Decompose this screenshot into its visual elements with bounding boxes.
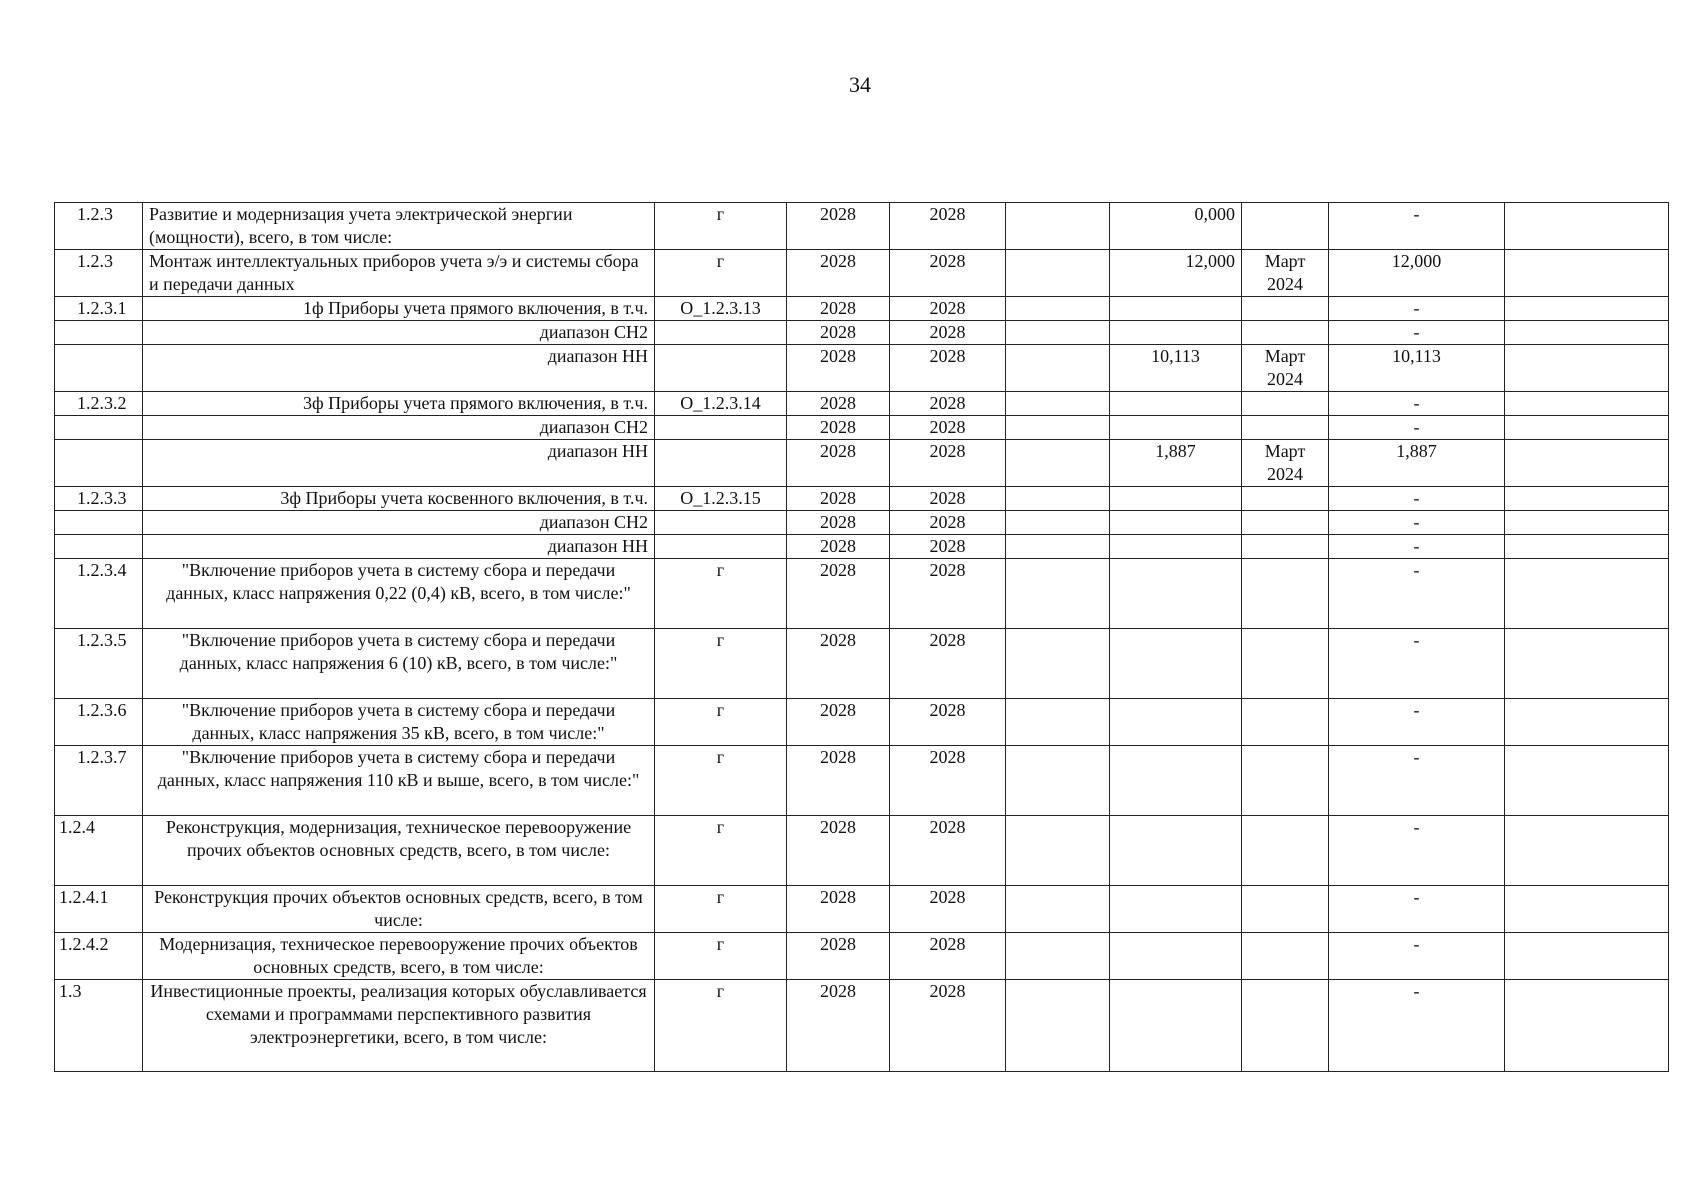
table-row — [55, 559, 1669, 629]
row-total: - — [1329, 699, 1505, 746]
row-name: Монтаж интеллектуальных приборов учета э/э и системы сбора и передачи данных — [143, 250, 655, 297]
table-row — [55, 535, 1669, 559]
row-last-cell — [1505, 345, 1669, 392]
table-row — [55, 699, 1669, 746]
row-empty-cell — [1006, 392, 1110, 416]
row-year-end: 2028 — [890, 203, 1006, 250]
table-row — [55, 746, 1669, 816]
row-name: Инвестиционные проекты, реализация которых обуславливается схемами и программами перспективного развития электроэнергетики, всего, в том числе: — [143, 980, 655, 1072]
row-number — [55, 535, 143, 559]
row-name: 3ф Приборы учета прямого включения, в т.ч. — [143, 392, 655, 416]
row-year-end: 2028 — [890, 416, 1006, 440]
row-year-end: 2028 — [890, 933, 1006, 980]
row-last-cell — [1505, 816, 1669, 886]
row-last-cell — [1505, 203, 1669, 250]
row-year-start: 2028 — [787, 345, 890, 392]
row-value: 1,887 — [1110, 440, 1242, 487]
row-number: 1.2.3.2 — [55, 392, 143, 416]
row-year-start: 2028 — [787, 203, 890, 250]
row-empty-cell — [1006, 203, 1110, 250]
row-year-end: 2028 — [890, 511, 1006, 535]
row-name: диапазон СН2 — [143, 321, 655, 345]
table-row — [55, 203, 1669, 250]
row-year-start: 2028 — [787, 297, 890, 321]
row-year-end: 2028 — [890, 559, 1006, 629]
row-value — [1110, 297, 1242, 321]
row-last-cell — [1505, 321, 1669, 345]
row-total: - — [1329, 535, 1505, 559]
row-year-end: 2028 — [890, 321, 1006, 345]
row-last-cell — [1505, 416, 1669, 440]
row-value — [1110, 816, 1242, 886]
row-year-start: 2028 — [787, 629, 890, 699]
row-year-start: 2028 — [787, 487, 890, 511]
row-code: г — [655, 559, 787, 629]
row-name: Реконструкция прочих объектов основных средств, всего, в том числе: — [143, 886, 655, 933]
row-value — [1110, 535, 1242, 559]
row-last-cell — [1505, 699, 1669, 746]
row-year-end: 2028 — [890, 297, 1006, 321]
row-empty-cell — [1006, 886, 1110, 933]
row-empty-cell — [1006, 297, 1110, 321]
row-empty-cell — [1006, 511, 1110, 535]
row-date: Март 2024 — [1242, 345, 1329, 392]
row-total: 12,000 — [1329, 250, 1505, 297]
row-code: г — [655, 629, 787, 699]
row-code: г — [655, 933, 787, 980]
row-year-end: 2028 — [890, 816, 1006, 886]
row-year-end: 2028 — [890, 440, 1006, 487]
row-total: - — [1329, 629, 1505, 699]
row-total: - — [1329, 816, 1505, 886]
row-total: - — [1329, 392, 1505, 416]
row-name: диапазон НН — [143, 345, 655, 392]
row-year-end: 2028 — [890, 886, 1006, 933]
row-date — [1242, 487, 1329, 511]
row-code — [655, 535, 787, 559]
row-name: диапазон СН2 — [143, 416, 655, 440]
row-total: - — [1329, 416, 1505, 440]
table-row — [55, 816, 1669, 886]
row-year-start: 2028 — [787, 392, 890, 416]
row-year-end: 2028 — [890, 746, 1006, 816]
row-date — [1242, 321, 1329, 345]
row-date — [1242, 559, 1329, 629]
row-total: - — [1329, 980, 1505, 1072]
row-name: Развитие и модернизация учета электрической энергии (мощности), всего, в том числе: — [143, 203, 655, 250]
row-name: Модернизация, техническое перевооружение прочих объектов основных средств, всего, в том числе: — [143, 933, 655, 980]
row-date — [1242, 886, 1329, 933]
row-last-cell — [1505, 511, 1669, 535]
row-date — [1242, 416, 1329, 440]
table-row — [55, 416, 1669, 440]
row-empty-cell — [1006, 933, 1110, 980]
row-year-start: 2028 — [787, 746, 890, 816]
row-empty-cell — [1006, 699, 1110, 746]
row-last-cell — [1505, 250, 1669, 297]
row-code: г — [655, 203, 787, 250]
row-year-start: 2028 — [787, 980, 890, 1072]
row-number — [55, 511, 143, 535]
row-year-end: 2028 — [890, 487, 1006, 511]
row-empty-cell — [1006, 321, 1110, 345]
row-name: 3ф Приборы учета косвенного включения, в т.ч. — [143, 487, 655, 511]
row-number: 1.3 — [55, 980, 143, 1072]
row-code: г — [655, 980, 787, 1072]
table-row — [55, 886, 1669, 933]
row-number: 1.2.4.1 — [55, 886, 143, 933]
row-date: Март 2024 — [1242, 440, 1329, 487]
row-code: г — [655, 886, 787, 933]
row-total: - — [1329, 511, 1505, 535]
row-code: г — [655, 699, 787, 746]
row-last-cell — [1505, 487, 1669, 511]
row-empty-cell — [1006, 535, 1110, 559]
table-row — [55, 487, 1669, 511]
row-value — [1110, 416, 1242, 440]
row-year-start: 2028 — [787, 699, 890, 746]
row-number: 1.2.4 — [55, 816, 143, 886]
row-total: 10,113 — [1329, 345, 1505, 392]
table-row — [55, 321, 1669, 345]
row-last-cell — [1505, 933, 1669, 980]
row-date — [1242, 511, 1329, 535]
row-date — [1242, 980, 1329, 1072]
row-name: "Включение приборов учета в систему сбора и передачи данных, класс напряжения 0,22 (0,4) кВ, всего, в том числе:" — [143, 559, 655, 629]
row-code: О_1.2.3.14 — [655, 392, 787, 416]
row-value — [1110, 699, 1242, 746]
row-number: 1.2.4.2 — [55, 933, 143, 980]
row-year-start: 2028 — [787, 816, 890, 886]
table-row — [55, 297, 1669, 321]
row-number — [55, 345, 143, 392]
row-year-start: 2028 — [787, 511, 890, 535]
row-value — [1110, 629, 1242, 699]
row-date — [1242, 297, 1329, 321]
row-year-start: 2028 — [787, 559, 890, 629]
row-last-cell — [1505, 629, 1669, 699]
row-code: г — [655, 746, 787, 816]
row-value: 0,000 — [1110, 203, 1242, 250]
row-date — [1242, 203, 1329, 250]
row-date — [1242, 816, 1329, 886]
row-date — [1242, 746, 1329, 816]
row-empty-cell — [1006, 345, 1110, 392]
row-name: диапазон СН2 — [143, 511, 655, 535]
row-number: 1.2.3.4 — [55, 559, 143, 629]
row-number: 1.2.3 — [55, 203, 143, 250]
row-empty-cell — [1006, 629, 1110, 699]
page-number: 34 — [849, 72, 871, 97]
row-number: 1.2.3.7 — [55, 746, 143, 816]
row-date — [1242, 629, 1329, 699]
row-date — [1242, 392, 1329, 416]
row-total: 1,887 — [1329, 440, 1505, 487]
row-name: "Включение приборов учета в систему сбора и передачи данных, класс напряжения 6 (10) кВ, всего, в том числе:" — [143, 629, 655, 699]
row-code: О_1.2.3.13 — [655, 297, 787, 321]
row-value — [1110, 511, 1242, 535]
row-total: - — [1329, 746, 1505, 816]
row-code: г — [655, 250, 787, 297]
row-empty-cell — [1006, 416, 1110, 440]
row-total: - — [1329, 933, 1505, 980]
row-total: - — [1329, 559, 1505, 629]
row-last-cell — [1505, 392, 1669, 416]
row-value — [1110, 559, 1242, 629]
row-number — [55, 321, 143, 345]
row-empty-cell — [1006, 250, 1110, 297]
row-year-start: 2028 — [787, 933, 890, 980]
row-year-start: 2028 — [787, 250, 890, 297]
row-number: 1.2.3.3 — [55, 487, 143, 511]
row-date: Март 2024 — [1242, 250, 1329, 297]
row-number: 1.2.3 — [55, 250, 143, 297]
row-value: 10,113 — [1110, 345, 1242, 392]
row-name: "Включение приборов учета в систему сбора и передачи данных, класс напряжения 110 кВ и выше, всего, в том числе:" — [143, 746, 655, 816]
row-empty-cell — [1006, 559, 1110, 629]
row-name: Реконструкция, модернизация, техническое перевооружение прочих объектов основных средств, всего, в том числе: — [143, 816, 655, 886]
table-row — [55, 511, 1669, 535]
row-code — [655, 416, 787, 440]
row-total: - — [1329, 203, 1505, 250]
row-year-start: 2028 — [787, 886, 890, 933]
row-last-cell — [1505, 535, 1669, 559]
row-year-start: 2028 — [787, 535, 890, 559]
row-code — [655, 511, 787, 535]
row-number: 1.2.3.6 — [55, 699, 143, 746]
row-empty-cell — [1006, 980, 1110, 1072]
row-total: - — [1329, 321, 1505, 345]
row-value — [1110, 746, 1242, 816]
row-empty-cell — [1006, 487, 1110, 511]
row-year-end: 2028 — [890, 250, 1006, 297]
row-number — [55, 440, 143, 487]
row-date — [1242, 535, 1329, 559]
row-year-end: 2028 — [890, 345, 1006, 392]
row-year-start: 2028 — [787, 416, 890, 440]
row-total: - — [1329, 886, 1505, 933]
table-row — [55, 440, 1669, 487]
row-year-end: 2028 — [890, 535, 1006, 559]
row-last-cell — [1505, 297, 1669, 321]
row-date — [1242, 699, 1329, 746]
table-row — [55, 980, 1669, 1072]
row-name: диапазон НН — [143, 440, 655, 487]
row-number: 1.2.3.1 — [55, 297, 143, 321]
row-value — [1110, 933, 1242, 980]
row-number — [55, 416, 143, 440]
row-value: 12,000 — [1110, 250, 1242, 297]
row-empty-cell — [1006, 440, 1110, 487]
table-row — [55, 933, 1669, 980]
row-year-end: 2028 — [890, 392, 1006, 416]
row-year-end: 2028 — [890, 699, 1006, 746]
row-name: диапазон НН — [143, 535, 655, 559]
row-last-cell — [1505, 746, 1669, 816]
row-year-start: 2028 — [787, 321, 890, 345]
row-last-cell — [1505, 980, 1669, 1072]
row-last-cell — [1505, 440, 1669, 487]
table-row — [55, 629, 1669, 699]
row-code — [655, 440, 787, 487]
table-row — [55, 250, 1669, 297]
row-year-end: 2028 — [890, 629, 1006, 699]
row-empty-cell — [1006, 816, 1110, 886]
row-name: "Включение приборов учета в систему сбора и передачи данных, класс напряжения 35 кВ, всего, в том числе:" — [143, 699, 655, 746]
row-code: г — [655, 816, 787, 886]
row-name: 1ф Приборы учета прямого включения, в т.ч. — [143, 297, 655, 321]
row-code — [655, 321, 787, 345]
table-row — [55, 392, 1669, 416]
row-last-cell — [1505, 559, 1669, 629]
row-code: О_1.2.3.15 — [655, 487, 787, 511]
row-value — [1110, 321, 1242, 345]
row-year-start: 2028 — [787, 440, 890, 487]
row-value — [1110, 886, 1242, 933]
row-code — [655, 345, 787, 392]
row-empty-cell — [1006, 746, 1110, 816]
row-total: - — [1329, 487, 1505, 511]
row-total: - — [1329, 297, 1505, 321]
row-date — [1242, 933, 1329, 980]
row-value — [1110, 980, 1242, 1072]
investment-program-table — [54, 202, 1669, 1072]
table-row — [55, 345, 1669, 392]
row-number: 1.2.3.5 — [55, 629, 143, 699]
row-year-end: 2028 — [890, 980, 1006, 1072]
row-last-cell — [1505, 886, 1669, 933]
row-value — [1110, 487, 1242, 511]
row-value — [1110, 392, 1242, 416]
